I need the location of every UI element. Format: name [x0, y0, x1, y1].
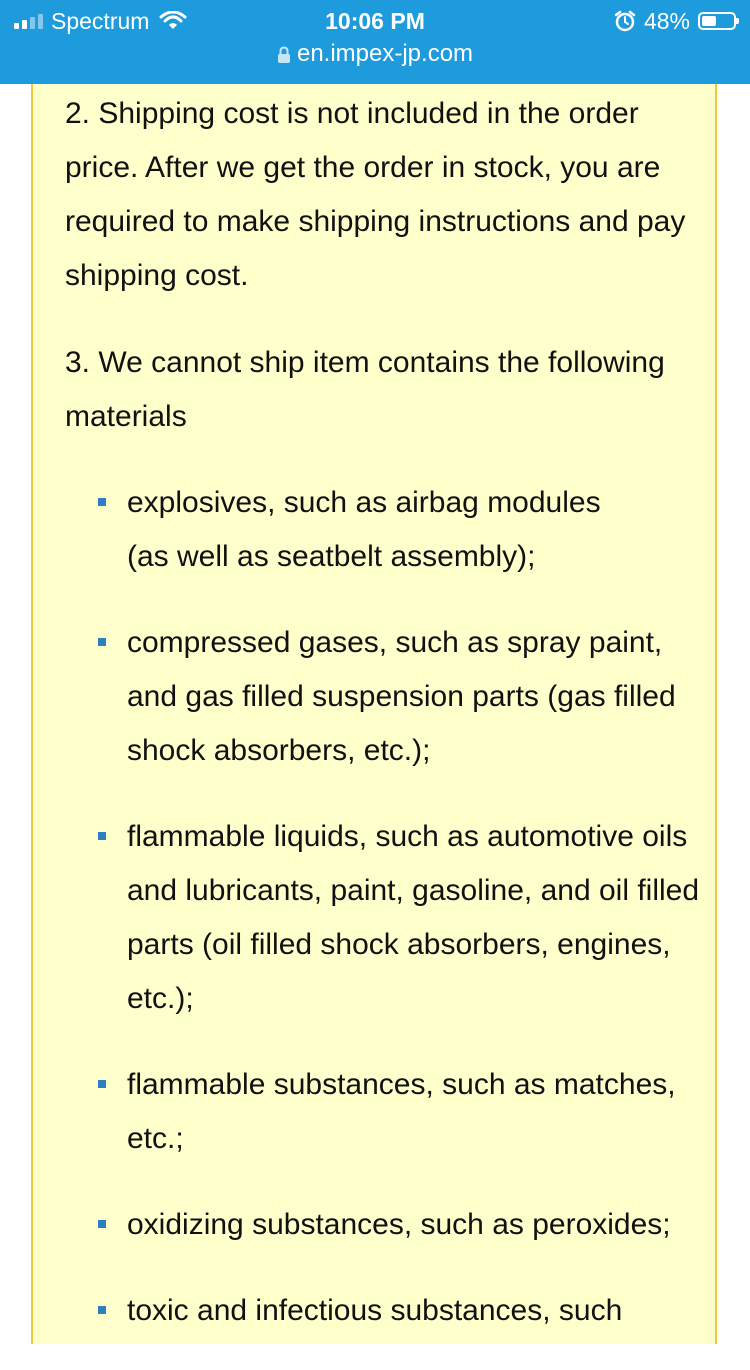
list-item [65, 1284, 705, 1338]
bullet-icon [98, 832, 106, 840]
list-item-text: flammable substances, such as matches, etc.; [127, 1068, 676, 1155]
item-2-text: 2. Shipping cost is not included in the order price. After we get the order in stock, you are required to make shipping instructions and pay shipping cost. [65, 97, 686, 292]
list-item-text-line2: (as well as seatbelt assembly); [127, 540, 536, 573]
bullet-icon [98, 1220, 106, 1228]
url-text: en.impex-jp.com [296, 40, 474, 67]
list-item [65, 616, 705, 778]
carrier-name: Spectrum [51, 7, 150, 34]
bullet-icon [98, 1306, 106, 1314]
list-item-text: compressed gases, such as spray paint, and gas filled suspension parts (gas filled shock absorbers, etc.); [127, 626, 676, 767]
item-3-text: 3. We cannot ship item contains the following materials [65, 346, 665, 433]
address-bar[interactable] [0, 38, 750, 70]
list-item [65, 476, 705, 584]
list-item [65, 1058, 705, 1166]
list-item-text: oxidizing substances, such as peroxides; [127, 1208, 671, 1241]
list-item-text: flammable liquids, such as automotive oils and lubricants, paint, gasoline, and oil filled parts (oil filled shock absorbers, engines, etc.); [127, 820, 700, 1015]
status-right [614, 6, 736, 36]
bullet-icon [98, 498, 106, 506]
bullet-icon [98, 638, 106, 646]
battery-percent: 48% [643, 7, 690, 34]
list-item-text: toxic and infectious substances, such [127, 1294, 623, 1327]
list-item [65, 1198, 705, 1252]
bullet-icon [98, 1080, 106, 1088]
alarm-icon [614, 10, 636, 32]
restricted-materials-list [65, 476, 705, 1370]
lock-icon [277, 46, 291, 64]
content-panel [31, 84, 717, 1344]
list-item-text: explosives, such as airbag modules [127, 486, 601, 519]
battery-icon [698, 12, 736, 30]
status-time: 10:06 PM [325, 8, 425, 34]
list-item [65, 810, 705, 1026]
battery-fill [702, 16, 716, 26]
status-bar [0, 0, 750, 84]
